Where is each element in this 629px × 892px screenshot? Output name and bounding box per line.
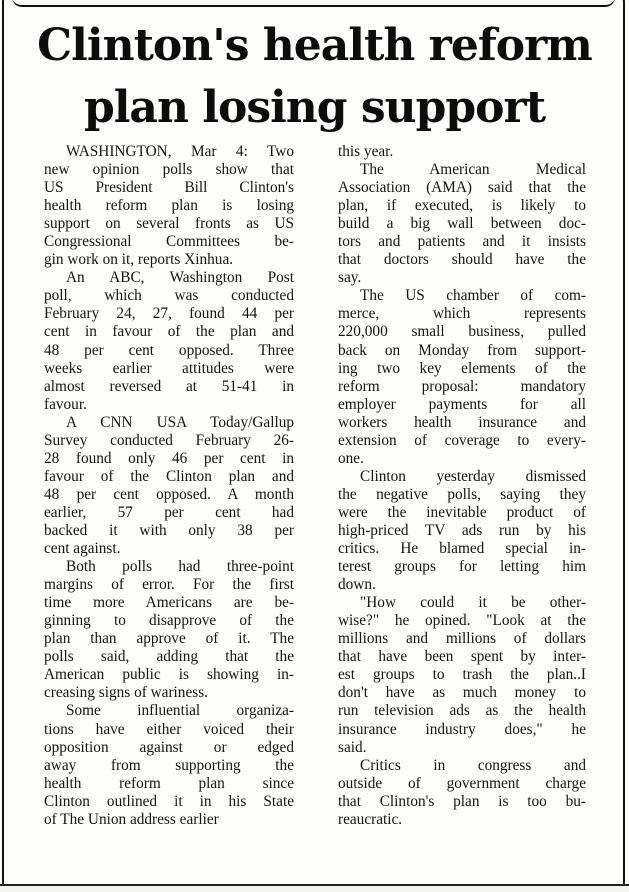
headline-line-1: Clinton's health reform <box>37 20 592 71</box>
text-line: tors and patients and it insists <box>338 233 586 251</box>
text-line: 48 per cent opposed. Three <box>44 341 294 359</box>
text-line: Some influential organiza- <box>66 702 294 720</box>
text-line: Congressional Committees be- <box>44 233 294 251</box>
text-line: millions and millions of dollars <box>338 630 586 648</box>
text-line: reaucratic. <box>338 810 403 828</box>
text-line: plan, if executed, is likely to <box>338 197 586 215</box>
text-line: that Clinton's plan is too bu- <box>338 792 586 810</box>
text-line: insurance industry does," he <box>338 720 586 738</box>
text-line: almost reversed at 51-41 in <box>44 377 294 395</box>
text-line: favour of the Clinton plan and <box>44 467 294 485</box>
text-line: ginning to disapprove of the <box>44 612 294 630</box>
text-line: terest groups for letting him <box>338 558 586 576</box>
text-line: the negative polls, saying they <box>338 485 586 503</box>
article-paragraph <box>22 558 294 702</box>
text-line: est groups to trash the plan..I <box>338 666 586 684</box>
text-line: merce, which represents <box>338 305 586 323</box>
text-line: this year. <box>338 143 394 160</box>
text-line: American public is showing in- <box>44 666 294 684</box>
text-line: creasing signs of wariness. <box>44 684 208 702</box>
text-line: plan than approve of it. The <box>44 630 294 648</box>
text-line: cent against. <box>44 540 121 558</box>
article-paragraph <box>316 757 586 829</box>
text-line: critics. He blamed special in- <box>338 540 586 558</box>
text-line: run television ads as the health <box>338 702 586 720</box>
text-line: outside of government charge <box>338 774 586 792</box>
text-line: away from supporting the <box>44 756 294 774</box>
text-line: down. <box>338 576 376 594</box>
left-text-column <box>22 143 294 829</box>
text-line: health reform plan is losing <box>44 197 294 215</box>
article-paragraph <box>316 594 586 756</box>
text-line: ing two key elements of the <box>338 359 586 377</box>
text-line: An ABC, Washington Post <box>66 269 294 287</box>
text-line: time more Americans are be- <box>44 594 294 612</box>
text-line: 28 found only 46 per cent in <box>44 449 294 467</box>
text-line: tions have either voiced their <box>44 720 294 738</box>
text-line: Survey conducted February 26- <box>44 431 294 449</box>
text-line: Clinton yesterday dismissed <box>360 467 586 485</box>
text-line: polls said, adding that the <box>44 648 294 666</box>
text-line: of The Union address earlier <box>44 810 219 828</box>
article-paragraph <box>316 287 586 467</box>
text-line: The US chamber of com- <box>360 287 586 305</box>
text-line: said. <box>338 738 367 756</box>
text-line: back on Monday from support- <box>338 341 586 359</box>
text-line: one. <box>338 449 364 467</box>
text-line: A CNN USA Today/Gallup <box>66 413 294 431</box>
text-line: Clinton outlined it in his State <box>44 792 294 810</box>
text-line: reform proposal: mandatory <box>338 377 586 395</box>
article-paragraph <box>22 143 294 269</box>
text-line: extension of coverage to every- <box>338 431 586 449</box>
text-line: employer payments for all <box>338 395 586 413</box>
article-paragraph <box>22 414 294 558</box>
text-line: workers health insurance and <box>338 413 586 431</box>
text-line: margins of error. For the first <box>44 576 294 594</box>
text-line: Critics in congress and <box>360 756 586 774</box>
article-paragraph <box>316 468 586 594</box>
article-paragraph <box>316 143 586 161</box>
text-line: 48 per cent opposed. A month <box>44 485 294 503</box>
text-line: "How could it be other- <box>360 594 586 612</box>
text-line: support on several fronts as US <box>44 215 294 233</box>
text-line: high-priced TV ads run by his <box>338 521 586 539</box>
article-paragraph <box>22 269 294 413</box>
text-line: earlier, 57 per cent had <box>44 503 294 521</box>
text-line: that have been spent by inter- <box>338 648 586 666</box>
article-paragraph <box>316 161 586 287</box>
headline-line-2: plan losing support <box>83 82 546 133</box>
text-line: WASHINGTON, Mar 4: Two <box>66 143 294 160</box>
text-line: weeks earlier attitudes were <box>44 359 294 377</box>
text-line: backed it with only 38 per <box>44 521 294 539</box>
text-line: were the inevitable product of <box>338 503 586 521</box>
text-line: opposition against or edged <box>44 738 294 756</box>
text-line: poll, which was conducted <box>44 287 294 305</box>
text-line: US President Bill Clinton's <box>44 179 294 197</box>
text-line: that doctors should have the <box>338 251 586 269</box>
text-line: don't have as much money to <box>338 684 586 702</box>
text-line: health reform plan since <box>44 774 294 792</box>
text-line: The American Medical <box>360 161 586 179</box>
text-line: 220,000 small business, pulled <box>338 323 586 341</box>
text-line: cent in favour of the plan and <box>44 323 294 341</box>
text-line: new opinion polls show that <box>44 161 294 179</box>
text-line: wise?" he opined. "Look at the <box>338 612 586 630</box>
text-line: gin work on it, reports Xinhua. <box>44 251 234 269</box>
right-text-column <box>316 143 586 829</box>
top-border-rule <box>12 0 615 7</box>
text-line: favour. <box>44 395 87 413</box>
text-line: Both polls had three-point <box>66 558 294 576</box>
text-line: February 24, 27, found 44 per <box>44 305 294 323</box>
text-line: Association (AMA) said that the <box>338 179 586 197</box>
bottom-edge <box>0 884 629 892</box>
article-paragraph <box>22 702 294 828</box>
text-line: build a big wall between doc- <box>338 215 586 233</box>
text-line: say. <box>338 269 362 287</box>
